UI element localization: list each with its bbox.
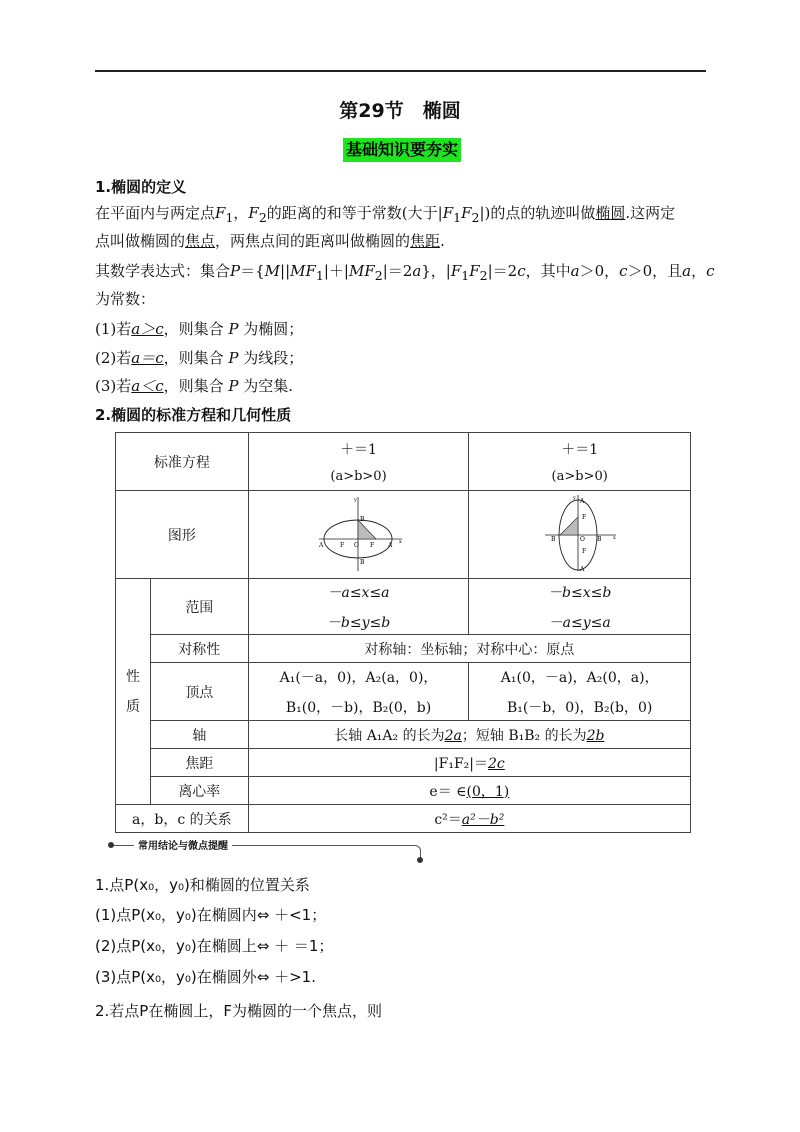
position-inside: (1)点P(x₀，y₀)在椭圆内⇔ ＋<1； (95, 906, 327, 924)
label-eccentricity: 离心率 (150, 777, 248, 805)
term-focus: 焦点 (185, 232, 216, 250)
definition-line-1: 在平面内与两定点$F_1$，$F_2$的距离的和等于常数(大于$|F_1F_2|$)的点的轨迹叫做椭圆.这两定 (95, 204, 676, 225)
case-3: (3)若a＜c，则集合 P 为空集. (95, 377, 294, 395)
label-range: 范围 (150, 579, 248, 635)
label-standard-equation: 标准方程 (116, 433, 249, 491)
row-range: 性质 范围 －a≤x≤a －b≤y≤b －b≤x≤b －a≤y≤a (116, 579, 691, 635)
heading-definition: 1.椭圆的定义 (95, 178, 187, 196)
heading-point-position: 1.点P(x₀，y₀)和椭圆的位置关系 (95, 876, 310, 894)
definition-line-4: 为常数： (95, 290, 156, 308)
case-2: (2)若a＝c，则集合 P 为线段； (95, 349, 304, 367)
svg-text:F: F (581, 547, 586, 555)
svg-text:y: y (353, 496, 357, 503)
properties-table (115, 432, 691, 833)
svg-text:B: B (359, 558, 364, 566)
vertical-ellipse-figure (540, 493, 620, 573)
svg-text:F: F (369, 541, 374, 549)
row-standard-equation: 标准方程 ＋＝1 (a>b>0) ＋＝1 (a>b>0) (116, 433, 691, 491)
svg-text:x: x (612, 534, 616, 541)
definition-line-3: 其数学表达式：集合$P=\{M||MF_1|+|MF_2|=2a\}$，$|F_1F_2|=2c$，其中a＞0，c＞0，且a，c (95, 262, 715, 283)
tips-label: 常用结论与微点提醒 (134, 837, 232, 852)
row-figure (116, 491, 691, 579)
horizontal-ellipse-figure (314, 493, 404, 573)
heading-properties: 2.椭圆的标准方程和几何性质 (95, 406, 292, 424)
term-focal-distance: 焦距 (410, 232, 441, 250)
label-axis: 轴 (150, 721, 248, 749)
label-focal: 焦距 (150, 749, 248, 777)
svg-text:F: F (581, 513, 586, 521)
svg-text:O: O (353, 541, 359, 549)
term-ellipse: 椭圆 (595, 204, 626, 222)
case-1: (1)若a＞c，则集合 P 为椭圆； (95, 320, 304, 338)
heading-point-on-ellipse: 2.若点P在椭圆上，F为椭圆的一个焦点，则 (95, 1002, 382, 1020)
definition-line-2: 点叫做椭圆的焦点，两焦点间的距离叫做椭圆的焦距. (95, 232, 445, 250)
svg-text:A: A (387, 541, 392, 549)
svg-text:F: F (339, 541, 344, 549)
row-relation: a，b，c 的关系 c²＝a²－b² (116, 805, 691, 833)
svg-text:B: B (596, 535, 602, 543)
svg-text:B: B (550, 535, 556, 543)
svg-text:A: A (318, 541, 323, 549)
position-on: (2)点P(x₀，y₀)在椭圆上⇔ ＋ ＝1； (95, 937, 334, 955)
row-axis: 轴 长轴 A₁A₂ 的长为2a；短轴 B₁B₂ 的长为2b (116, 721, 691, 749)
svg-text:x: x (398, 538, 402, 545)
row-eccentricity: 离心率 e＝ ∈(0，1) (116, 777, 691, 805)
position-outside: (3)点P(x₀，y₀)在椭圆外⇔ ＋>1. (95, 968, 316, 986)
svg-text:O: O (579, 535, 585, 543)
label-figure: 图形 (116, 491, 249, 579)
section-badge: 基础知识要夯实 (343, 138, 461, 162)
label-symmetry: 对称性 (150, 635, 248, 663)
row-vertex: 顶点 A₁(－a，0)，A₂(a，0)， B₁(0，－b)，B₂(0，b) A₁(0，－a)，A₂(0，a)， B₁(－b，0)，B₂(b，0) (116, 663, 691, 721)
label-property: 性质 (116, 579, 151, 805)
svg-text:A: A (579, 565, 585, 573)
row-symmetry: 对称性 对称轴：坐标轴；对称中心：原点 (116, 635, 691, 663)
svg-text:B: B (359, 515, 364, 523)
tips-banner (112, 839, 422, 861)
svg-text:A: A (579, 497, 585, 505)
label-vertex: 顶点 (150, 663, 248, 721)
page-title: 第29节 椭圆 (339, 100, 461, 122)
top-rule (95, 70, 706, 72)
row-focal: 焦距 |F₁F₂|＝2c (116, 749, 691, 777)
svg-text:y: y (572, 494, 576, 501)
label-relation: a，b，c 的关系 (116, 805, 249, 833)
